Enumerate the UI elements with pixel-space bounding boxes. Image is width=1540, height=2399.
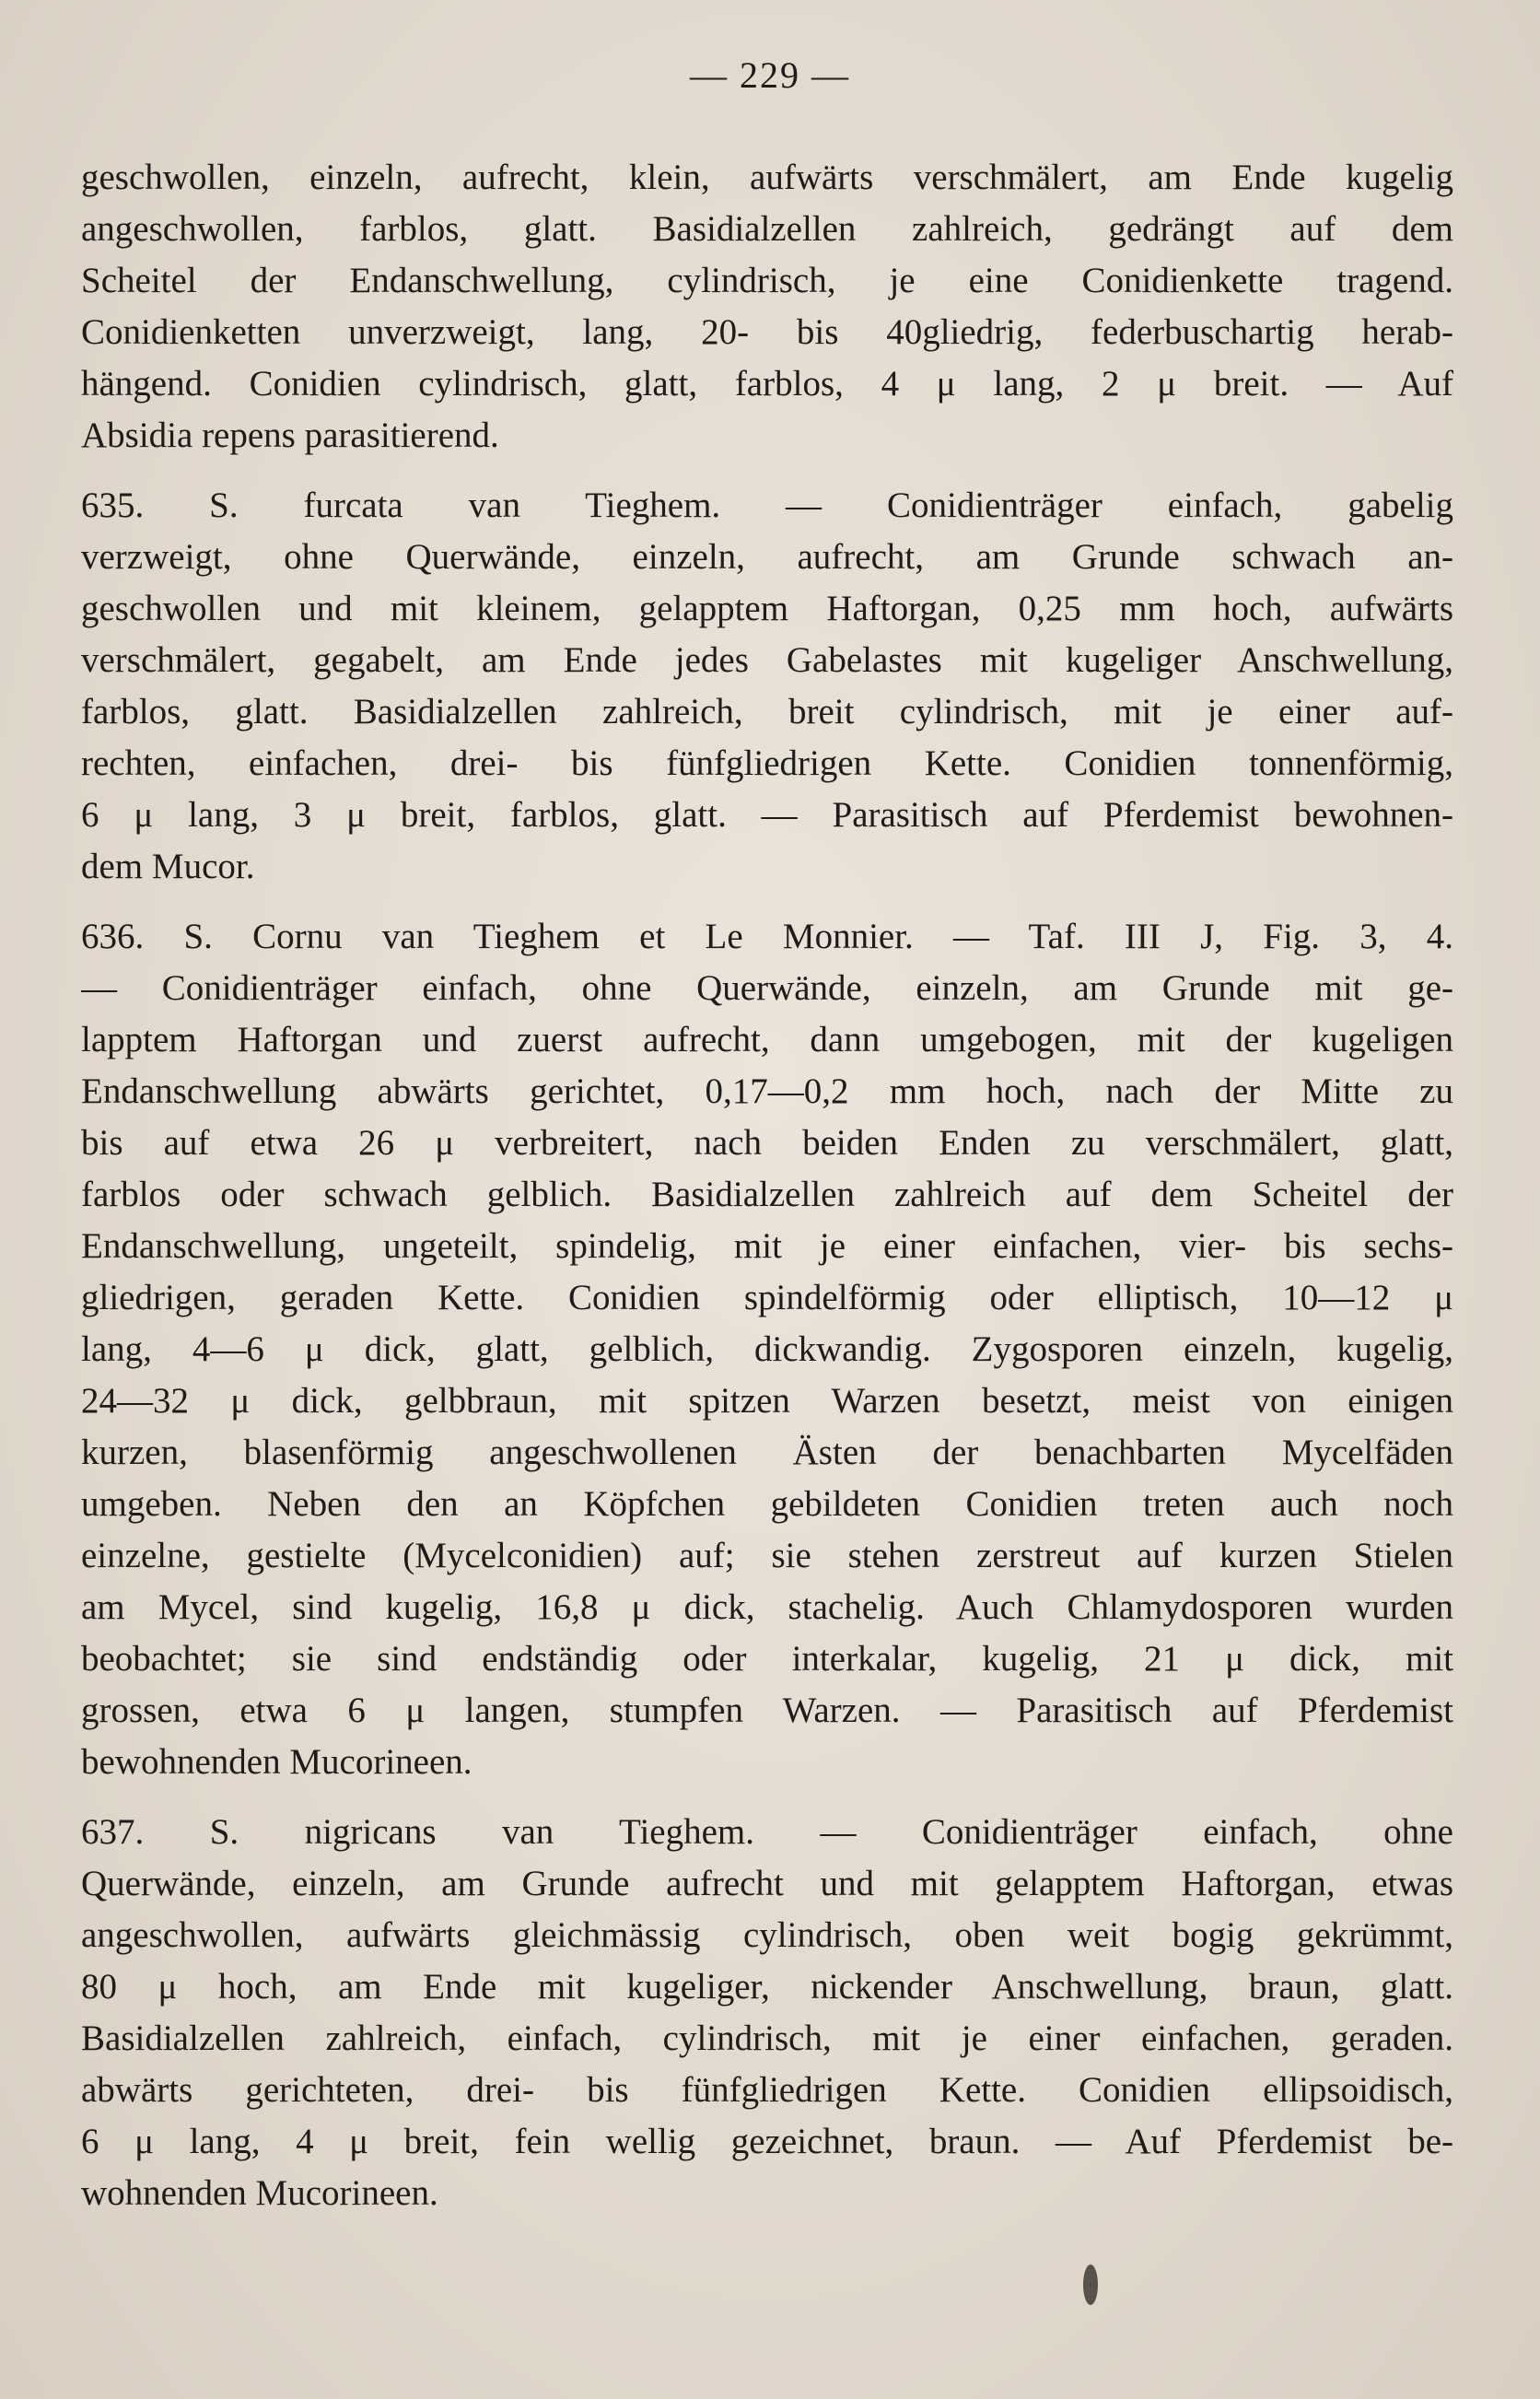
- text-line: wohnenden Mucorineen.: [81, 2173, 438, 2213]
- text-line: — Conidienträger einfach, ohne Querwände, einzeln, am Grunde mit ge-: [81, 968, 1453, 1008]
- text-line: abwärts gerichteten, drei- bis fünfgliedrigen Kette. Conidien ellipsoidisch,: [81, 2070, 1453, 2110]
- text-line: Endanschwellung, ungeteilt, spindelig, mit je einer einfachen, vier- bis sechs-: [81, 1226, 1453, 1266]
- text-line: verzweigt, ohne Querwände, einzeln, aufrecht, am Grunde schwach an-: [81, 537, 1453, 577]
- text-line: beobachtet; sie sind endständig oder interkalar, kugelig, 21 μ dick, mit: [81, 1639, 1453, 1679]
- text-line: geschwollen, einzeln, aufrecht, klein, aufwärts verschmälert, am Ende kugelig: [81, 158, 1453, 197]
- text-line: Absidia repens parasitierend.: [81, 415, 499, 455]
- text-line: farblos oder schwach gelblich. Basidialzellen zahlreich auf dem Scheitel der: [81, 1175, 1453, 1214]
- text-line: lapptem Haftorgan und zuerst aufrecht, dann umgebogen, mit der kugeligen: [81, 1020, 1453, 1059]
- main-text: [81, 152, 1453, 2219]
- text-line: bewohnenden Mucorineen.: [81, 1742, 472, 1782]
- text-line: angeschwollen, aufwärts gleichmässig cylindrisch, oben weit bogig gekrümmt,: [81, 1915, 1453, 1955]
- paragraph-636: [81, 911, 1453, 1788]
- text-line: bis auf etwa 26 μ verbreitert, nach beiden Enden zu verschmälert, glatt,: [81, 1123, 1453, 1163]
- paragraph-continuation: [81, 152, 1453, 462]
- page-number: — 229 —: [690, 54, 850, 96]
- text-line: umgeben. Neben den an Köpfchen gebildeten Conidien treten auch noch: [81, 1484, 1453, 1524]
- text-line: Conidienketten unverzweigt, lang, 20- bis 40gliedrig, federbuschartig herab-: [81, 312, 1453, 352]
- text-line: kurzen, blasenförmig angeschwollenen Ästen der benachbarten Mycelfäden: [81, 1433, 1453, 1472]
- text-line: 24—32 μ dick, gelbbraun, mit spitzen Warzen besetzt, meist von einigen: [81, 1381, 1453, 1421]
- text-line: gliedrigen, geraden Kette. Conidien spindelförmig oder elliptisch, 10—12 μ: [81, 1278, 1453, 1317]
- text-line: geschwollen und mit kleinem, gelapptem Haftorgan, 0,25 mm hoch, aufwärts: [81, 589, 1453, 628]
- text-line: Scheitel der Endanschwellung, cylindrisch, je eine Conidienkette tragend.: [81, 261, 1453, 300]
- text-line: 6 μ lang, 4 μ breit, fein wellig gezeichnet, braun. — Auf Pferdemist be-: [81, 2122, 1453, 2161]
- paragraph-gap: [81, 462, 1453, 480]
- paragraph-gap: [81, 893, 1453, 911]
- text-line: 80 μ hoch, am Ende mit kugeliger, nickender Anschwellung, braun, glatt.: [81, 1967, 1453, 2007]
- text-line: lang, 4—6 μ dick, glatt, gelblich, dickwandig. Zygosporen einzeln, kugelig,: [81, 1329, 1453, 1369]
- text-line: dem Mucor.: [81, 847, 255, 886]
- text-line: 6 μ lang, 3 μ breit, farblos, glatt. — Parasitisch auf Pferdemist bewohnen-: [81, 795, 1453, 835]
- text-line: 637. S. nigricans van Tieghem. — Conidienträger einfach, ohne: [81, 1812, 1453, 1852]
- text-line: angeschwollen, farblos, glatt. Basidialzellen zahlreich, gedrängt auf dem: [81, 209, 1453, 249]
- text-line: Basidialzellen zahlreich, einfach, cylindrisch, mit je einer einfachen, geraden.: [81, 2019, 1453, 2058]
- paragraph-637: [81, 1807, 1453, 2219]
- text-line: farblos, glatt. Basidialzellen zahlreich, breit cylindrisch, mit je einer auf-: [81, 692, 1453, 731]
- text-line: verschmälert, gegabelt, am Ende jedes Gabelastes mit kugeliger Anschwellung,: [81, 640, 1453, 680]
- paragraph-635: [81, 480, 1453, 893]
- text-line: Querwände, einzeln, am Grunde aufrecht und mit gelapptem Haftorgan, etwas: [81, 1864, 1453, 1903]
- paragraph-gap: [81, 1788, 1453, 1807]
- text-line: 636. S. Cornu van Tieghem et Le Monnier. — Taf. III J, Fig. 3, 4.: [81, 917, 1453, 956]
- text-line: grossen, etwa 6 μ langen, stumpfen Warzen. — Parasitisch auf Pferdemist: [81, 1691, 1453, 1730]
- text-line: Endanschwellung abwärts gerichtet, 0,17—0,2 mm hoch, nach der Mitte zu: [81, 1071, 1453, 1111]
- text-line: hängend. Conidien cylindrisch, glatt, farblos, 4 μ lang, 2 μ breit. — Auf: [81, 364, 1453, 404]
- text-line: einzelne, gestielte (Mycelconidien) auf; sie stehen zerstreut auf kurzen Stielen: [81, 1536, 1453, 1575]
- ink-spot: [1083, 2264, 1098, 2305]
- text-line: rechten, einfachen, drei- bis fünfgliedrigen Kette. Conidien tonnenförmig,: [81, 743, 1453, 783]
- text-line: 635. S. furcata van Tieghem. — Conidienträger einfach, gabelig: [81, 486, 1453, 525]
- text-line: am Mycel, sind kugelig, 16,8 μ dick, stachelig. Auch Chlamydosporen wurden: [81, 1587, 1453, 1627]
